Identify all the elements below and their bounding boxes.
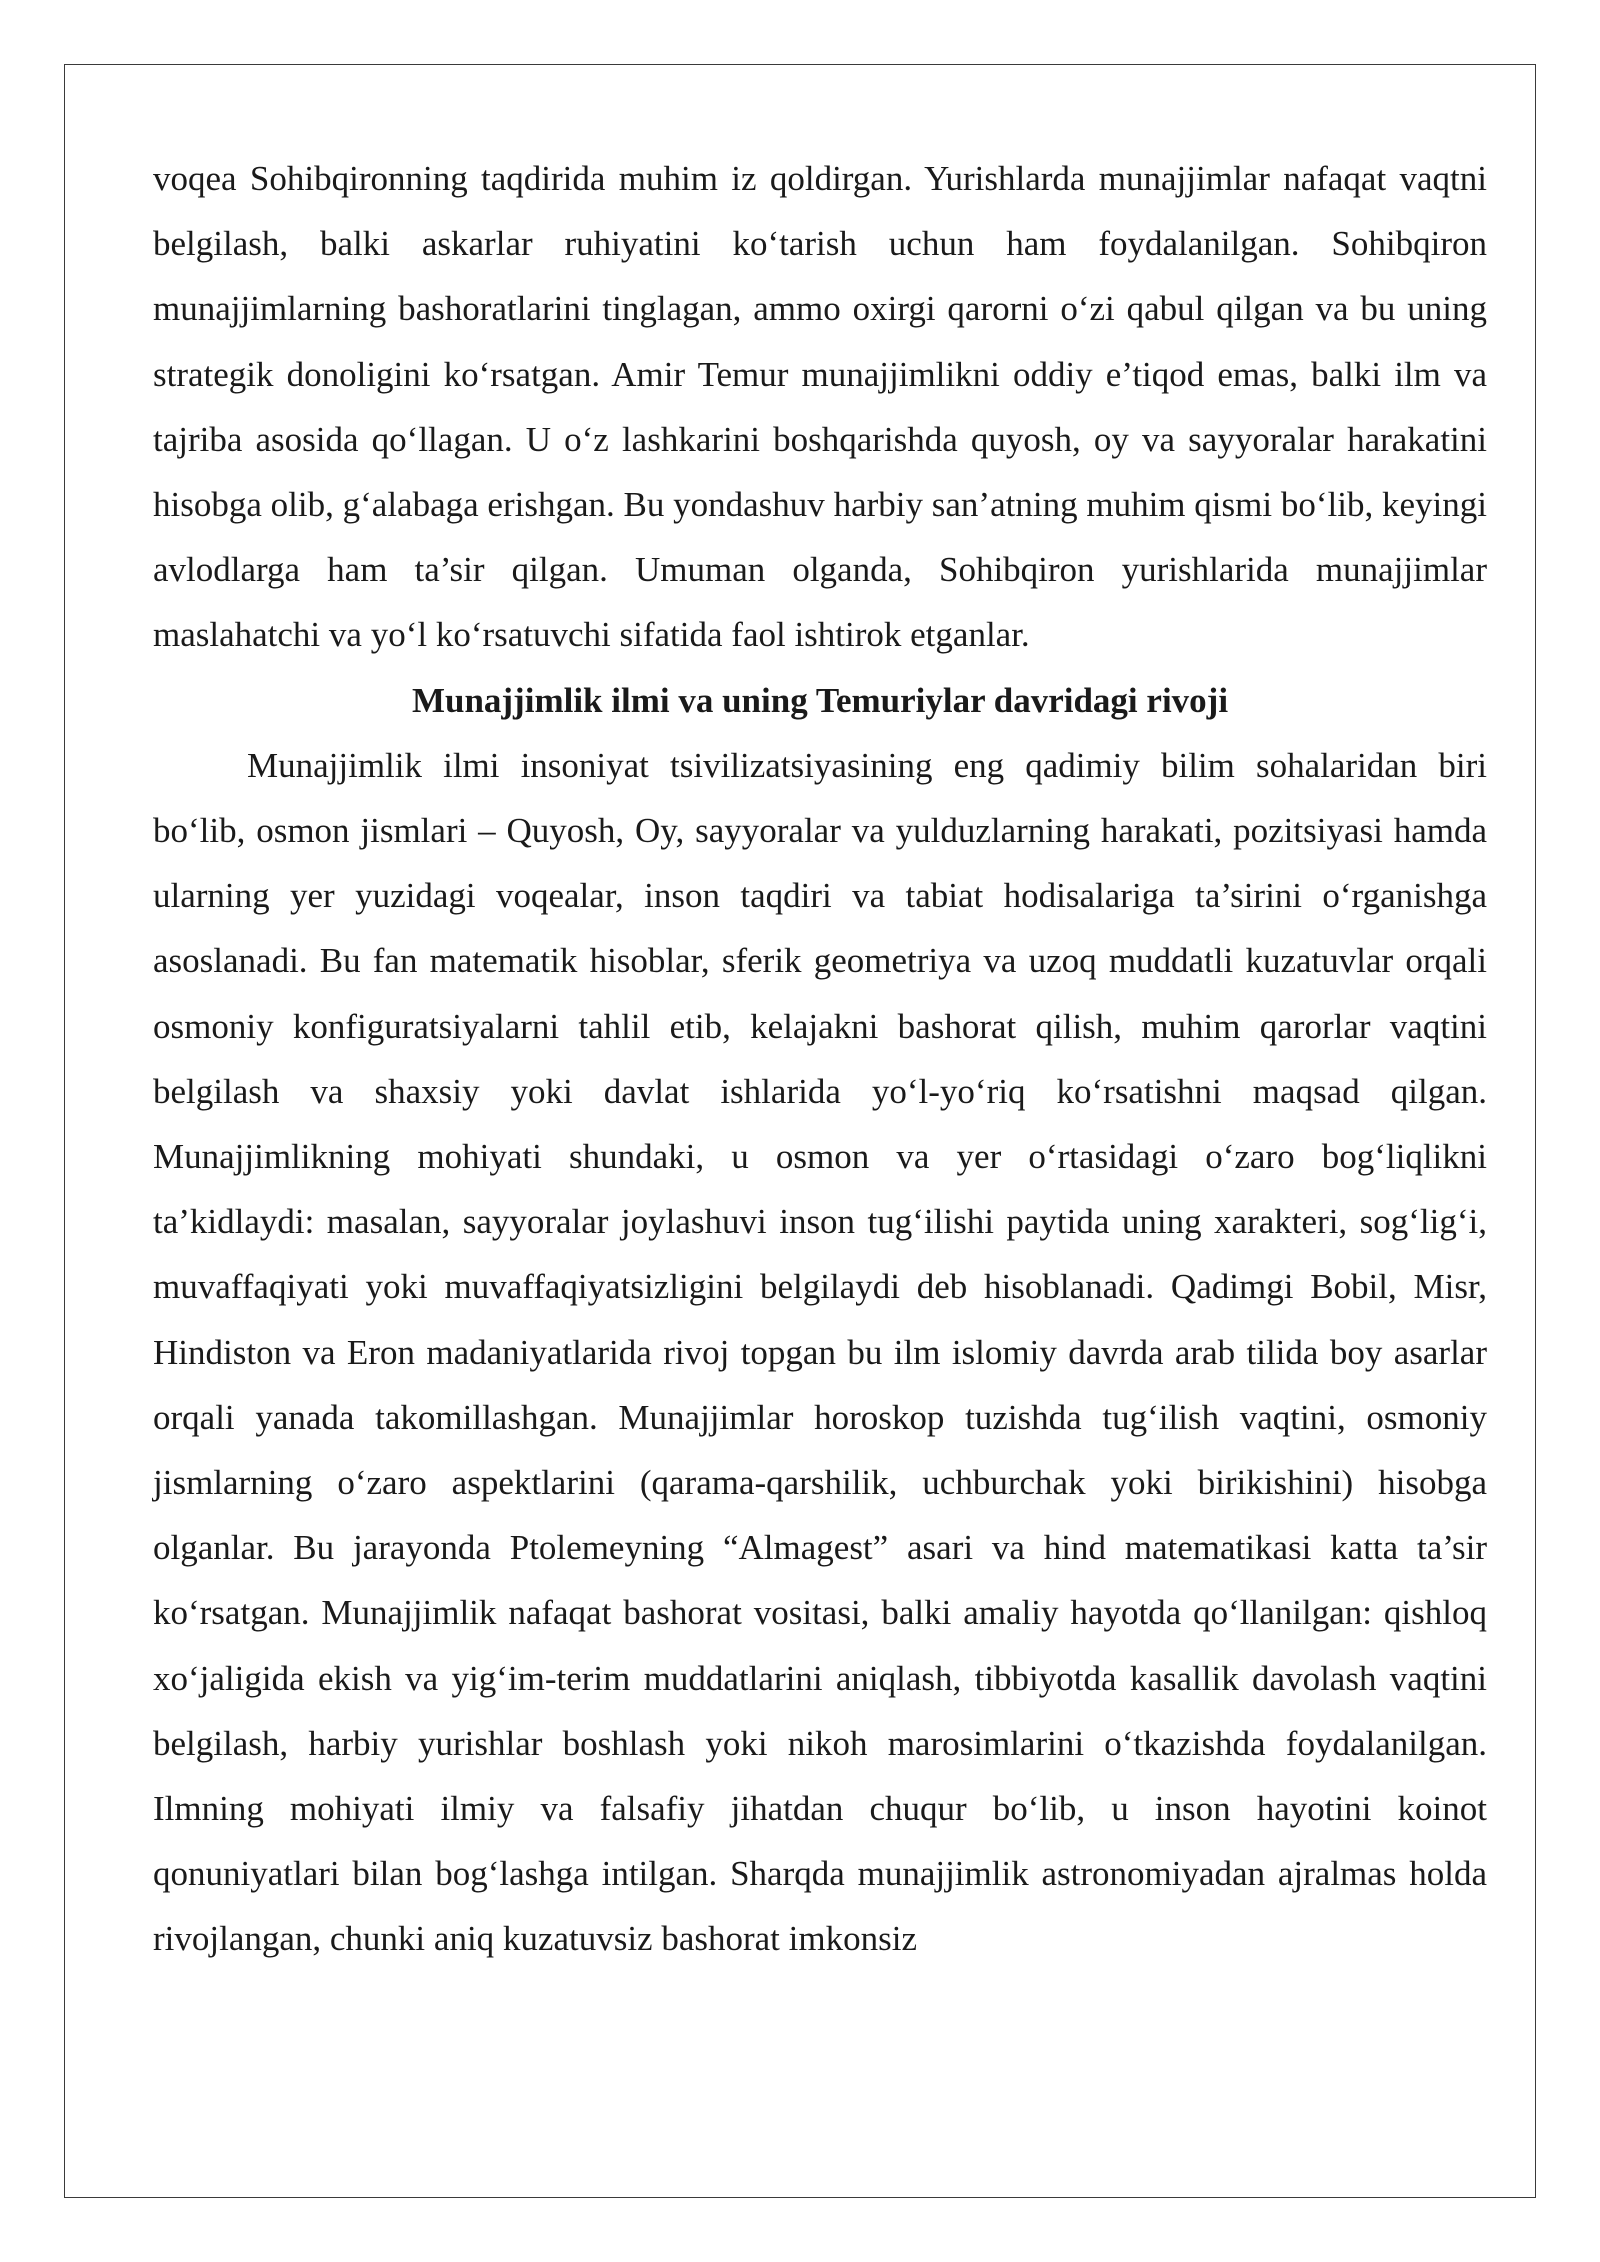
section-heading: Munajjimlik ilmi va uning Temuriylar davridagi rivoji [411,680,1229,720]
section-paragraph: Munajjimlik ilmi insoniyat tsivilizatsiyasining eng qadimiy bilim sohalaridan biri bo‘lib, osmon jismlari – Quyosh, Oy, sayyoralar va yulduzlarning harakati, pozitsiyasi hamda ularning yer yuzidagi voqealar, inson taqdiri va tabiat hodisalariga ta’sirini o‘rganishga asoslanadi. Bu fan matematik hisoblar, sferik geometriya va uzoq muddatli kuzatuvlar orqali osmoniy konfiguratsiyalarni tahlil etib, kelajakni bashorat qilish, muhim qarorlar vaqtini belgilash va shaxsiy yoki davlat ishlarida yo‘l-yo‘riq ko‘rsatishni maqsad qilgan. Munajjimlikning mohiyati shundaki, u osmon va yer o‘rtasidagi o‘zaro bog‘liqlikni ta’kidlaydi: masalan, sayyoralar joylashuvi inson tug‘ilishi paytida uning xarakteri, sog‘lig‘i, muvaffaqiyati yoki muvaffaqiyatsizligini belgilaydi deb hisoblanadi. Qadimgi Bobil, Misr, Hindiston va Eron madaniyatlarida rivoj topgan bu ilm islomiy davrda arab tilida boy asarlar orqali yanada takomillashgan. Munajjimlar horoskop tuzishda tug‘ilish vaqtini, osmoniy jismlarning o‘zaro aspektlarini (qarama-qarshilik, uchburchak yoki birikishini) hisobga olganlar. Bu jarayonda Ptolemeyning “Almagest” asari va hind matematikasi katta ta’sir ko‘rsatgan. Munajjimlik nafaqat bashorat vositasi, balki amaliy hayotda qo‘llanilgan: qishloq xo‘jaligida ekish va yig‘im-terim muddatlarini aniqlash, tibbiyotda kasallik davolash vaqtini belgilash, harbiy yurishlar boshlash yoki nikoh marosimlarini o‘tkazishda foydalanilgan. Ilmning mohiyati ilmiy va falsafiy jihatdan chuqur bo‘lib, u inson hayotini koinot qonuniyatlari bilan bog‘lashga intilgan. Sharqda munajjimlik astronomiyadan ajralmas holda rivojlangan, chunki aniq kuzatuvsiz bashorat imkonsiz [153,745,1487,1959]
document-body [153,146,1487,1972]
continued-paragraph: voqea Sohibqironning taqdirida muhim iz qoldirgan. Yurishlarda munajjimlar nafaqat vaqtni belgilash, balki askarlar ruhiyatini ko‘tarish uchun ham foydalanilgan. Sohibqiron munajjimlarning bashoratlarini tinglagan, ammo oxirgi qarorni o‘zi qabul qilgan va bu uning strategik donoligini ko‘rsatgan. Amir Temur munajjimlikni oddiy e’tiqod emas, balki ilm va tajriba asosida qo‘llagan. U o‘z lashkarini boshqarishda quyosh, oy va sayyoralar harakatini hisobga olib, g‘alabaga erishgan. Bu yondashuv harbiy san’atning muhim qismi bo‘lib, keyingi avlodlarga ham ta’sir qilgan. Umuman olganda, Sohibqiron yurishlarida munajjimlar maslahatchi va yo‘l ko‘rsatuvchi sifatida faol ishtirok etganlar. [153,159,1487,655]
